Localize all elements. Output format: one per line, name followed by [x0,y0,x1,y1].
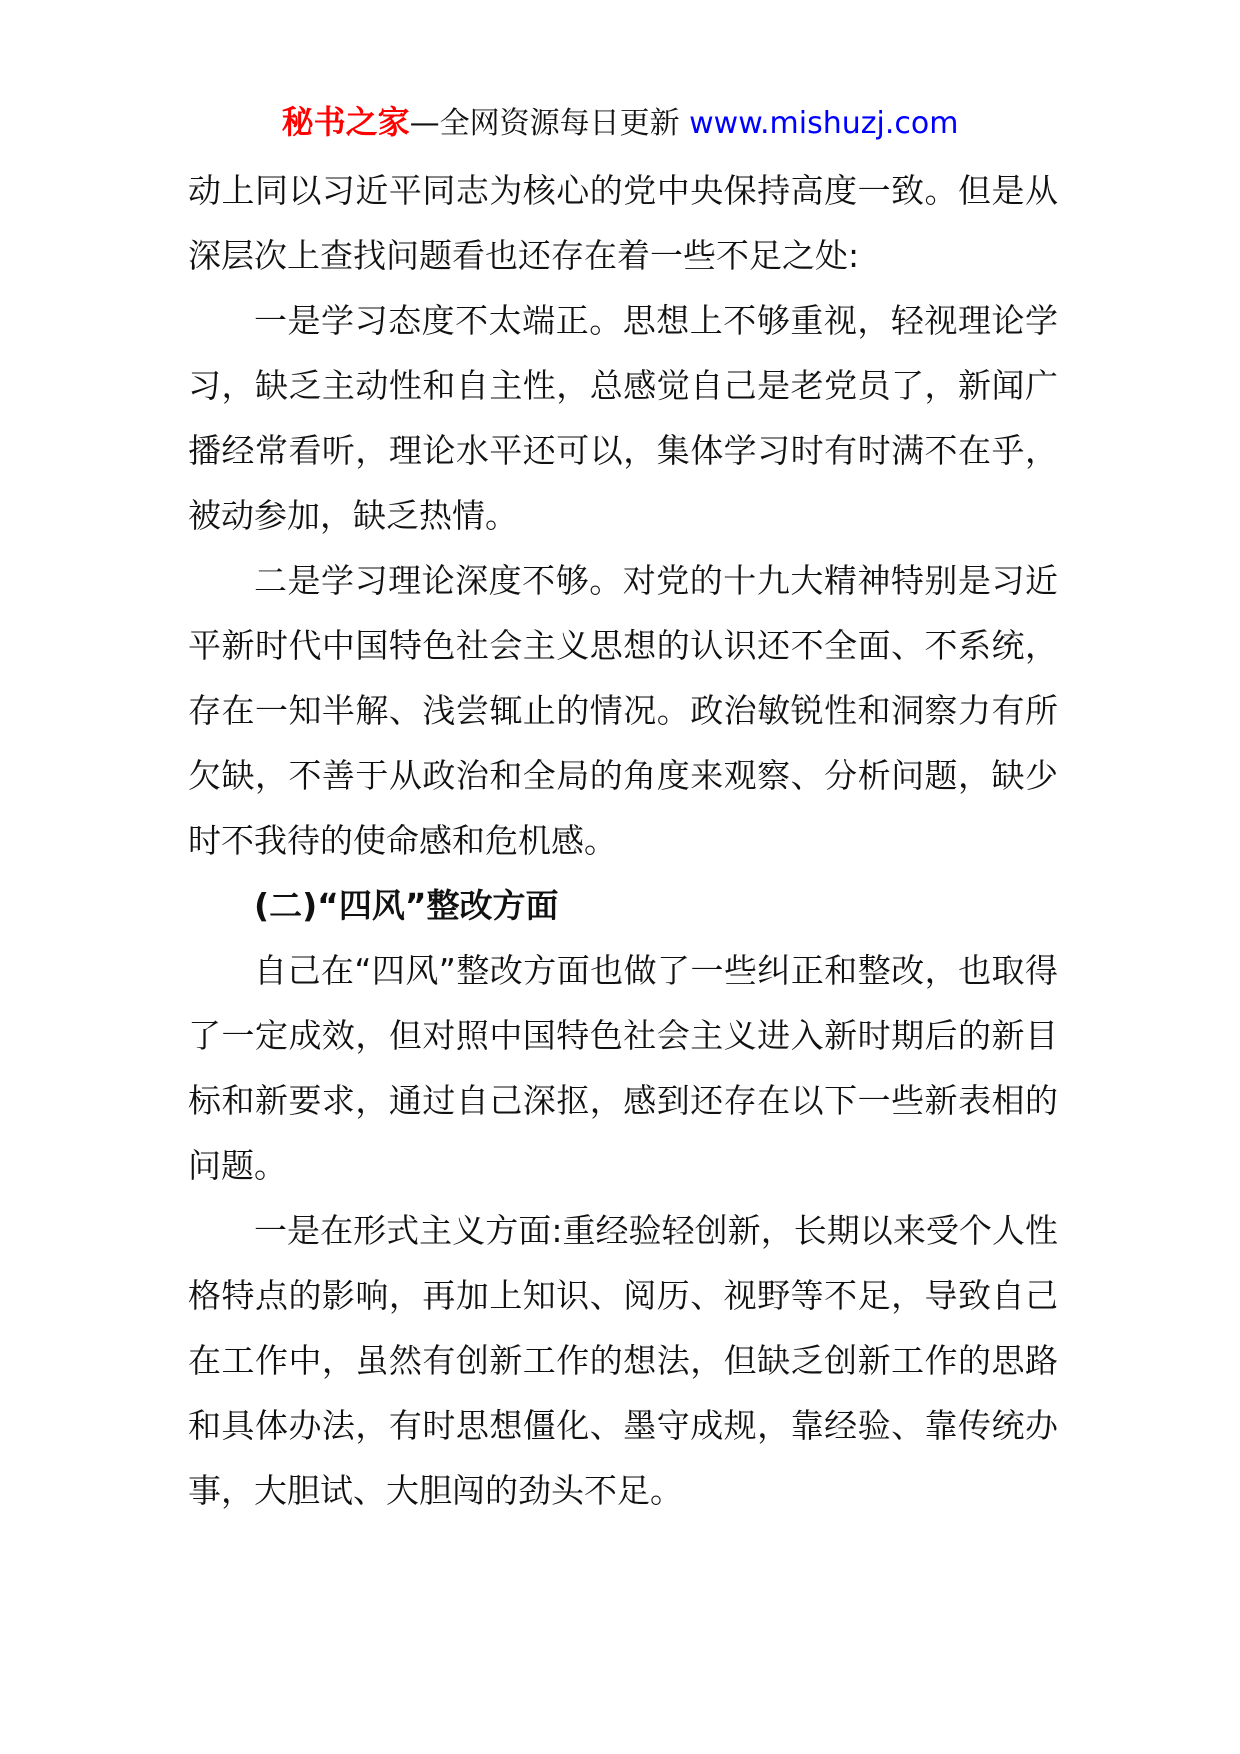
site-brand: 秘书之家 [281,103,410,141]
paragraph-continuation: 动上同以习近平同志为核心的党中央保持高度一致。但是从深层次上查找问题看也还存在着一些不足之处: [188,171,1058,275]
section-heading-four-winds: (二)“四风”整改方面 [254,886,559,925]
site-header [0,100,1240,146]
paragraph-formalism: 一是在形式主义方面:重经验轻创新，长期以来受个人性格特点的影响，再加上知识、阅历、视野等不足，导致自己在工作中，虽然有创新工作的想法，但缺乏创新工作的思路和具体办法，有时思想僵化、墨守成规，靠经验、靠传统办事，大胆试、大胆闯的劲头不足。 [188,1211,1058,1510]
paragraph-theory-depth: 二是学习理论深度不够。对党的十九大精神特别是习近平新时代中国特色社会主义思想的认识还不全面、不系统，存在一知半解、浅尝辄止的情况。政治敏锐性和洞察力有所欠缺，不善于从政治和全局的角度来观察、分析问题，缺少时不我待的使命感和危机感。 [188,561,1058,860]
site-url-link[interactable]: www.mishuzj.com [689,106,959,141]
paragraph-study-attitude: 一是学习态度不太端正。思想上不够重视，轻视理论学习，缺乏主动性和自主性，总感觉自己是老党员了，新闻广播经常看听，理论水平还可以，集体学习时有时满不在乎，被动参加，缺乏热情。 [188,301,1058,535]
paragraph-four-winds-intro: 自己在“四风”整改方面也做了一些纠正和整改，也取得了一定成效，但对照中国特色社会主义进入新时期后的新目标和新要求，通过自己深抠，感到还存在以下一些新表相的问题。 [188,951,1058,1185]
document-body [188,158,1058,1523]
site-tagline: —全网资源每日更新 [409,106,690,141]
